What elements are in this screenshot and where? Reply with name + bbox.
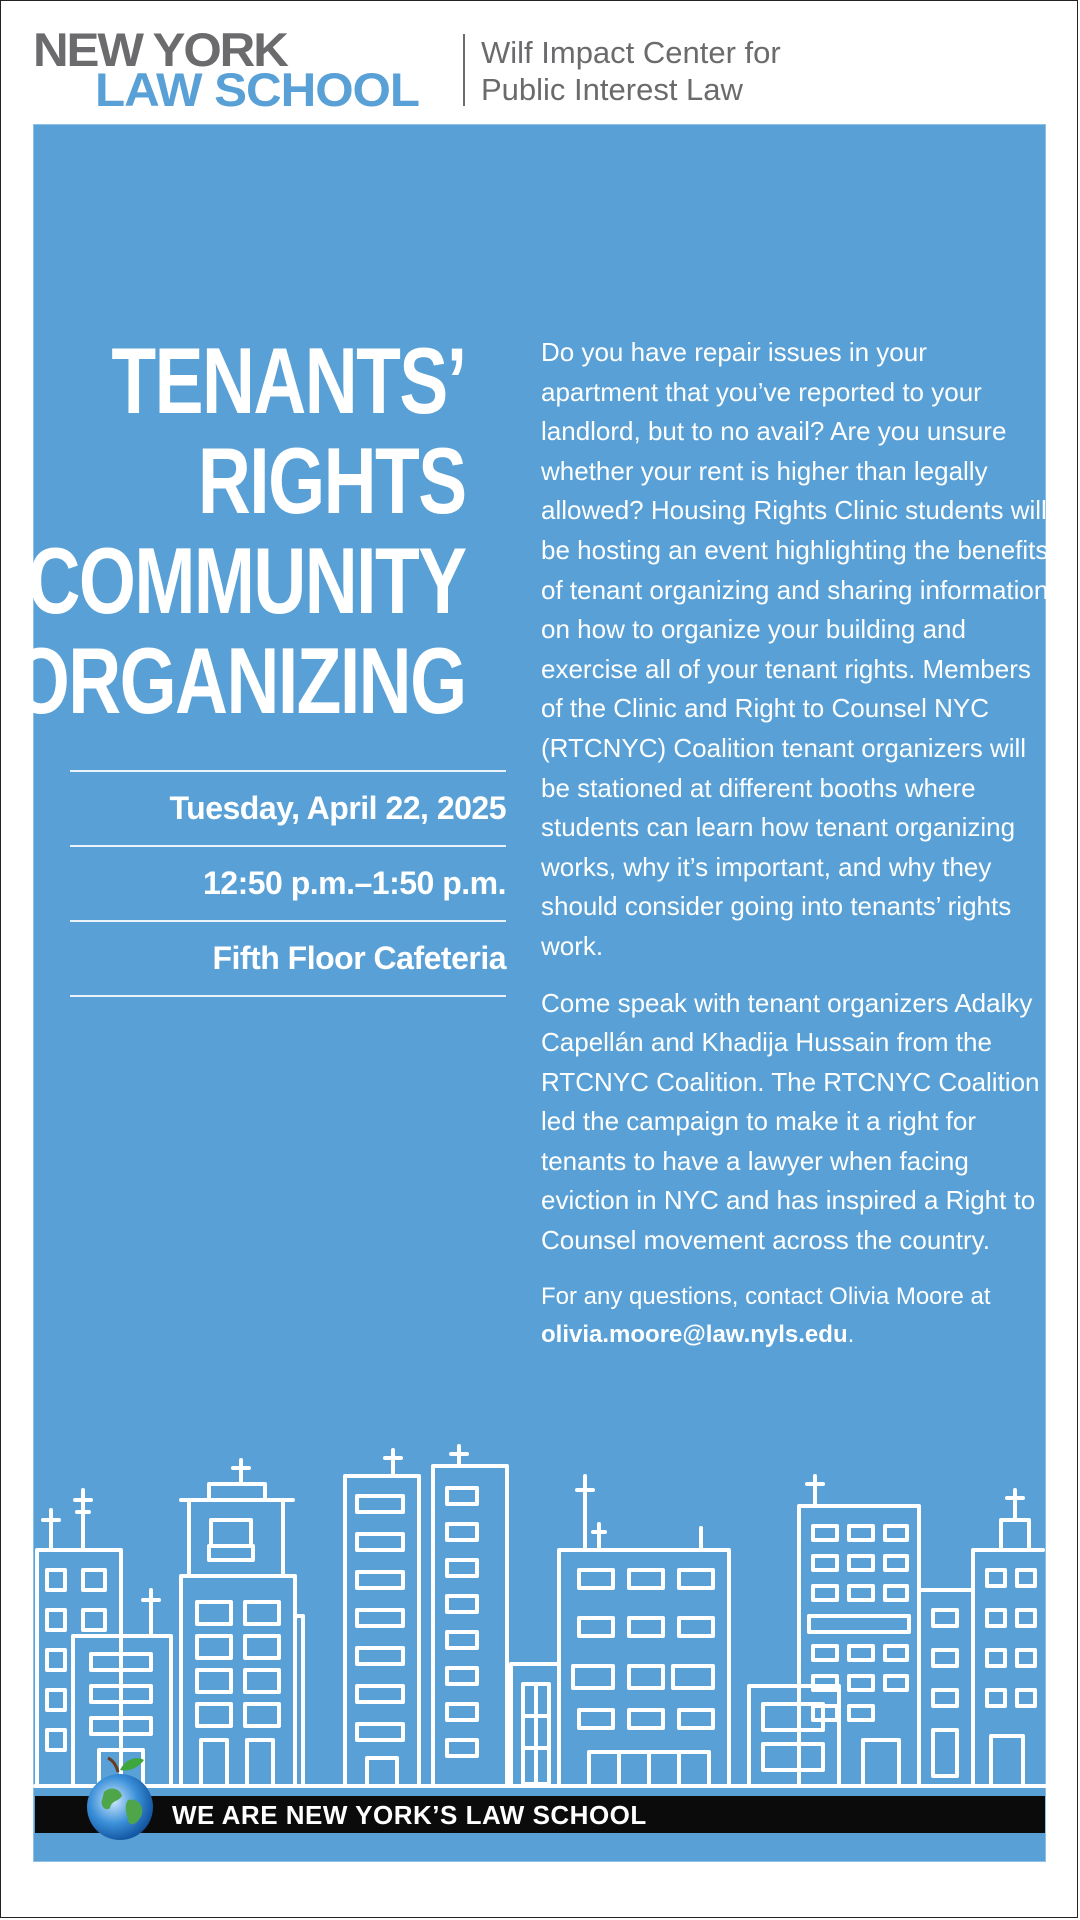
event-location: Fifth Floor Cafeteria	[70, 922, 506, 997]
event-time: 12:50 p.m.–1:50 p.m.	[70, 847, 506, 922]
description-paragraph-1: Do you have repair issues in your apartment that you’ve reported to your landlord, but to no avail? Are you unsure whether your rent is higher than legally allowed? Housing Rights Clinic students will be hosting an event highlighting the benefits of tenant organizing and sharing information on how to organize your building and exercise all of your tenant rights. Members of the Clinic and Right to Counsel NYC (RTCNYC) Coalition tenant organizers will be stationed at different booths where students can learn how tenant organizing works, why it’s important, and why they should consider going into tenants’ rights work.	[541, 337, 1049, 961]
center-name-line2: Public Interest Law	[481, 72, 743, 107]
city-skyline-illustration	[33, 1440, 1046, 1800]
center-name-line1: Wilf Impact Center for	[481, 35, 781, 70]
contact-info	[541, 1278, 1051, 1354]
contact-prefix: For any questions, contact Olivia Moore at	[541, 1282, 991, 1310]
title-line3: COMMUNITY	[27, 528, 467, 633]
center-name	[481, 34, 781, 108]
event-date: Tuesday, April 22, 2025	[70, 772, 506, 847]
nyls-logo	[33, 23, 453, 116]
title-line1: TENANTS’	[111, 328, 467, 433]
title-line4: ORGANIZING	[13, 628, 466, 733]
description-paragraph-2: Come speak with tenant organizers Adalky Capellán and Khadija Hussain from the RTCNYC Coalition. The RTCNYC Coalition led the campaign to make it a right for tenants to have a lawyer when facing eviction in NYC and has inspired a Right to Counsel movement across the country.	[541, 987, 1040, 1256]
logo-line-new-york: NEW YORK	[33, 23, 287, 76]
footer-tagline: WE ARE NEW YORK’S LAW SCHOOL	[172, 1800, 647, 1830]
title-line2: RIGHTS	[198, 428, 466, 533]
logo-line-law-school: LAW SCHOOL	[95, 63, 419, 116]
event-title	[13, 328, 467, 733]
globe-apple-icon	[82, 1752, 162, 1842]
event-description	[541, 333, 1051, 1371]
contact-suffix: .	[847, 1320, 855, 1348]
contact-email-link[interactable]: olivia.moore@law.nyls.edu	[541, 1320, 848, 1348]
header-divider	[463, 34, 465, 106]
event-details	[70, 770, 506, 997]
